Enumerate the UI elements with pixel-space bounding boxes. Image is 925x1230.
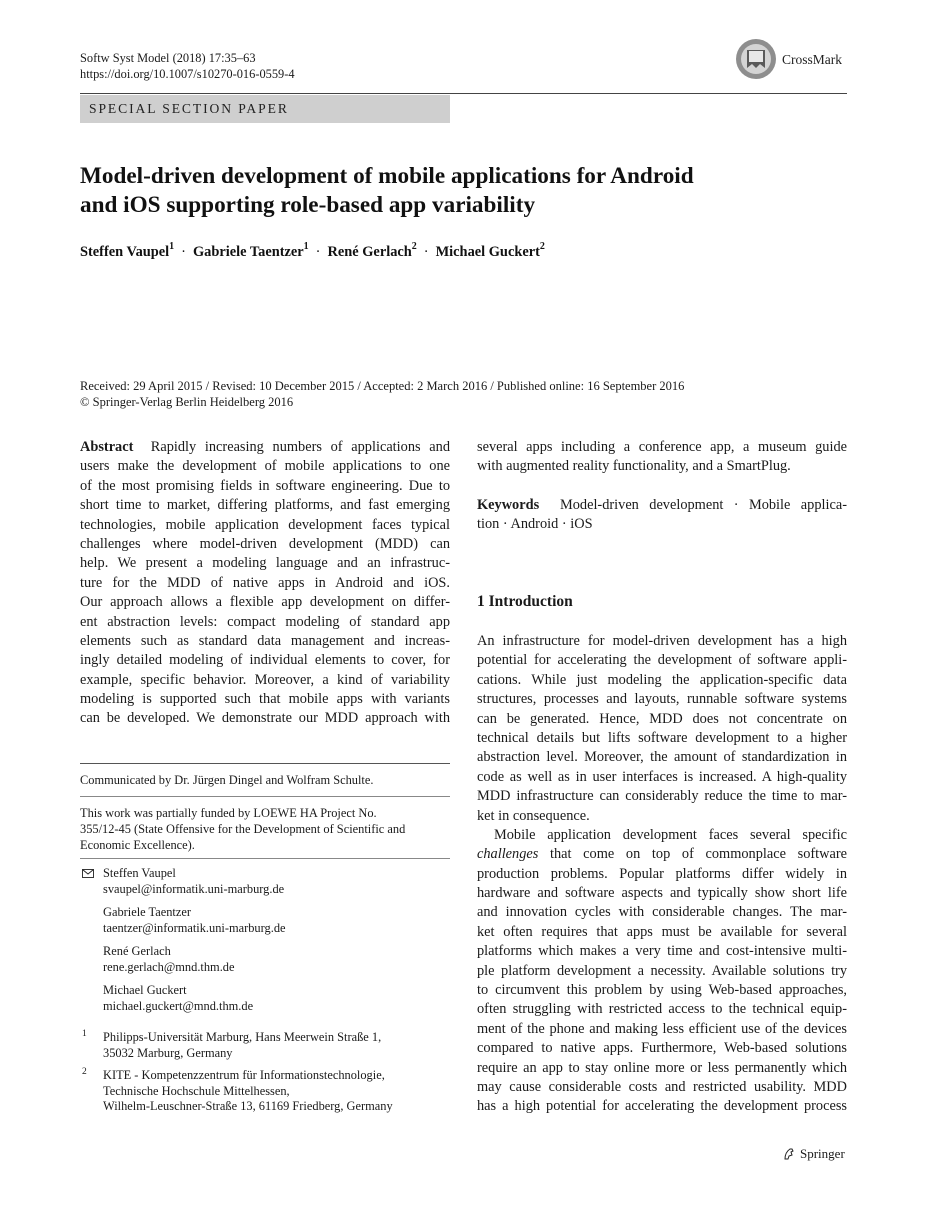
title-line: and iOS supporting role-based app variability [80, 192, 536, 218]
body-line: may cause considerable costs and restricted usability. MDD [477, 1078, 847, 1095]
body-line: and innovation cycles with considerable changes. The mar- [477, 904, 847, 921]
abstract-line: technologies, mobile application development faces typical [80, 516, 450, 533]
crossmark-icon [735, 38, 777, 80]
header-rule [80, 93, 847, 94]
author-affiliation-mark: 1 [169, 241, 175, 252]
affiliation-1 [103, 1030, 453, 1061]
abstract-line: ent abstraction levels: compact modeling of standard app [80, 613, 450, 630]
contact-name: Michael Guckert [103, 983, 187, 997]
contact-author-1 [103, 866, 284, 897]
contact-email[interactable]: svaupel@informatik.uni-marburg.de [103, 881, 285, 896]
abstract-line: of the most promising fields in software engineering. Due to [80, 477, 450, 494]
footnote-divider [80, 858, 450, 859]
contact-author-4 [103, 983, 253, 1014]
body-line: require an app to stay online more or less permanently which [477, 1059, 847, 1076]
author-name: Michael Guckert [435, 243, 540, 260]
keywords-line: Keywords Model-driven development · Mobile applica- [477, 497, 847, 513]
affiliation-line: Technische Hochschule Mittelhessen, [103, 1083, 290, 1098]
body-line: ment of the phone and making less efficient use of the devices [477, 1020, 847, 1037]
affiliation-line: KITE - Kompetenzzentrum für Informationstechnologie, [103, 1068, 385, 1082]
intro-body [477, 632, 847, 1117]
copyright: © Springer-Verlag Berlin Heidelberg 2016 [80, 395, 294, 409]
emphasis: challenges [477, 846, 539, 863]
body-line: to circumvent this problem by using Web-based approaches, [477, 982, 847, 999]
author-name: Steffen Vaupel [80, 243, 170, 260]
contact-email[interactable]: taentzer@informatik.uni-marburg.de [103, 920, 286, 935]
author-affiliation-mark: 2 [539, 241, 545, 252]
body-line: potential for accelerating the development of software appli- [477, 652, 847, 669]
author-name: Gabriele Taentzer [192, 243, 304, 260]
section-heading: 1 Introduction [477, 593, 573, 610]
body-line: MDD infrastructure can considerably reduce the time to mar- [477, 788, 847, 805]
body-line: platforms which makes a very time and cost-intensive multi- [477, 943, 847, 960]
body-line: Mobile application development faces several specific [494, 826, 847, 843]
body-line: challenges that come on top of commonplace software [477, 846, 848, 863]
author-separator: · [181, 243, 186, 260]
author-separator: · [315, 243, 321, 260]
abstract-line: challenges where model-driven development (MDD) can [80, 535, 450, 552]
abstract-line: ture for the MDD of native apps in Android and iOS. [80, 574, 450, 591]
author-affiliation-mark: 2 [411, 241, 417, 252]
body-line: abstraction level. Moreover, the amount of standardization in [477, 749, 847, 766]
publisher-name: Springer [800, 1146, 845, 1161]
abstract [80, 438, 450, 729]
abstract-line: short time to market, differing platforms, and fast emerging [80, 497, 450, 514]
contact-email[interactable]: rene.gerlach@mnd.thm.de [103, 959, 235, 974]
doi-link[interactable]: https://doi.org/10.1007/s10270-016-0559-4 [80, 67, 295, 81]
funding-line: Economic Excellence). [80, 838, 195, 852]
affiliation-2 [103, 1068, 453, 1115]
body-line: structures, processes and layouts, runnable software systems [477, 691, 847, 708]
crossmark-label: CrossMark [782, 52, 842, 67]
body-line: hardware and software aspects and typically show short life [477, 885, 847, 902]
communicated-by: Communicated by Dr. Jürgen Dingel and Wolfram Schulte. [80, 773, 374, 787]
title-line: Model-driven development of mobile applications for Android [80, 163, 694, 189]
body-line: cations. While just modeling the application-specific data [477, 671, 847, 688]
abstract-line: with augmented reality functionality, and a SmartPlug. [477, 458, 791, 475]
author-list [80, 242, 545, 261]
abstract-continued [477, 438, 847, 477]
contact-email[interactable]: michael.guckert@mnd.thm.de [103, 998, 254, 1013]
contact-author-2 [103, 905, 286, 936]
contact-name: Steffen Vaupel [103, 866, 176, 880]
springer-horse-icon [782, 1147, 796, 1161]
body-line: production problems. Popular platforms differ widely in [477, 865, 847, 882]
author-separator: · [423, 243, 429, 260]
footnote-rule [80, 763, 450, 764]
footnote-divider [80, 796, 450, 797]
abstract-line: elements such as standard data management and increas- [80, 632, 450, 649]
abstract-line: example, specific behavior. Moreover, a kind of variability [80, 671, 450, 688]
affiliation-line: 35032 Marburg, Germany [103, 1045, 233, 1060]
publication-dates: Received: 29 April 2015 / Revised: 10 December 2015 / Accepted: 2 March 2016 / Published online: 16 September 2016 [80, 379, 685, 393]
funding-note [80, 805, 450, 853]
body-line: technical details but lifts software development to a higher [477, 729, 847, 746]
paper-title [80, 162, 800, 220]
abstract-line: modeling is supported such that mobile apps with variants [80, 691, 450, 708]
keywords-line: tion · Android · iOS [477, 516, 593, 533]
contact-name: Gabriele Taentzer [103, 905, 191, 919]
affiliation-number: 2 [82, 1067, 87, 1077]
body-line: compared to native apps. Furthermore, Web-based solutions [477, 1040, 847, 1057]
abstract-label: Abstract [80, 439, 134, 455]
abstract-line: ingly detailed modeling of individual elements to cover, for [80, 652, 450, 669]
publisher-mark [782, 1146, 845, 1162]
body-line: ple platform development a necessity. Available solutions try [477, 962, 847, 979]
affiliation-line: Philipps-Universität Marburg, Hans Meerwein Straße 1, [103, 1030, 382, 1044]
abstract-line: help. We present a modeling language and an infrastruc- [80, 555, 450, 572]
affiliation-line: Wilhelm-Leuschner-Straße 13, 61169 Friedberg, Germany [103, 1099, 393, 1114]
section-label: SPECIAL SECTION PAPER [89, 101, 289, 116]
abstract-line: can be developed. We demonstrate our MDD approach with [80, 710, 450, 727]
abstract-line: Abstract Rapidly increasing numbers of applications and [80, 439, 450, 455]
contact-name: René Gerlach [103, 944, 171, 958]
funding-line: 355/12-45 (State Offensive for the Development of Scientific and [80, 822, 406, 836]
abstract-line: several apps including a conference app, a museum guide [477, 439, 847, 455]
body-line: ket in consequence. [477, 807, 590, 824]
contact-author-3 [103, 944, 234, 975]
funding-line: This work was partially funded by LOEWE HA Project No. [80, 806, 377, 820]
body-line: ket often requires that apps must be available for several [477, 923, 847, 940]
body-line: An infrastructure for model-driven development has a high [477, 633, 847, 649]
crossmark-badge[interactable] [735, 38, 850, 82]
author-affiliation-mark: 1 [303, 241, 309, 252]
keywords-label: Keywords [477, 497, 540, 513]
envelope-icon [82, 869, 94, 878]
author-name: René Gerlach [327, 243, 412, 260]
body-line: code as well as in user interfaces is increased. A high-quality [477, 768, 847, 785]
keywords [477, 496, 847, 535]
affiliation-number: 1 [82, 1029, 87, 1039]
body-line: can be generated. Hence, MDD does not concentrate on [477, 710, 847, 727]
body-line: often struggling with restricted access to the technical equip- [477, 1001, 847, 1018]
journal-citation: Softw Syst Model (2018) 17:35–63 [80, 51, 256, 65]
body-line: has a high potential for accelerating the development process [477, 1098, 847, 1115]
abstract-line: users make the development of mobile applications to one [80, 458, 450, 475]
abstract-line: Our approach allows a flexible app development on differ- [80, 594, 450, 611]
